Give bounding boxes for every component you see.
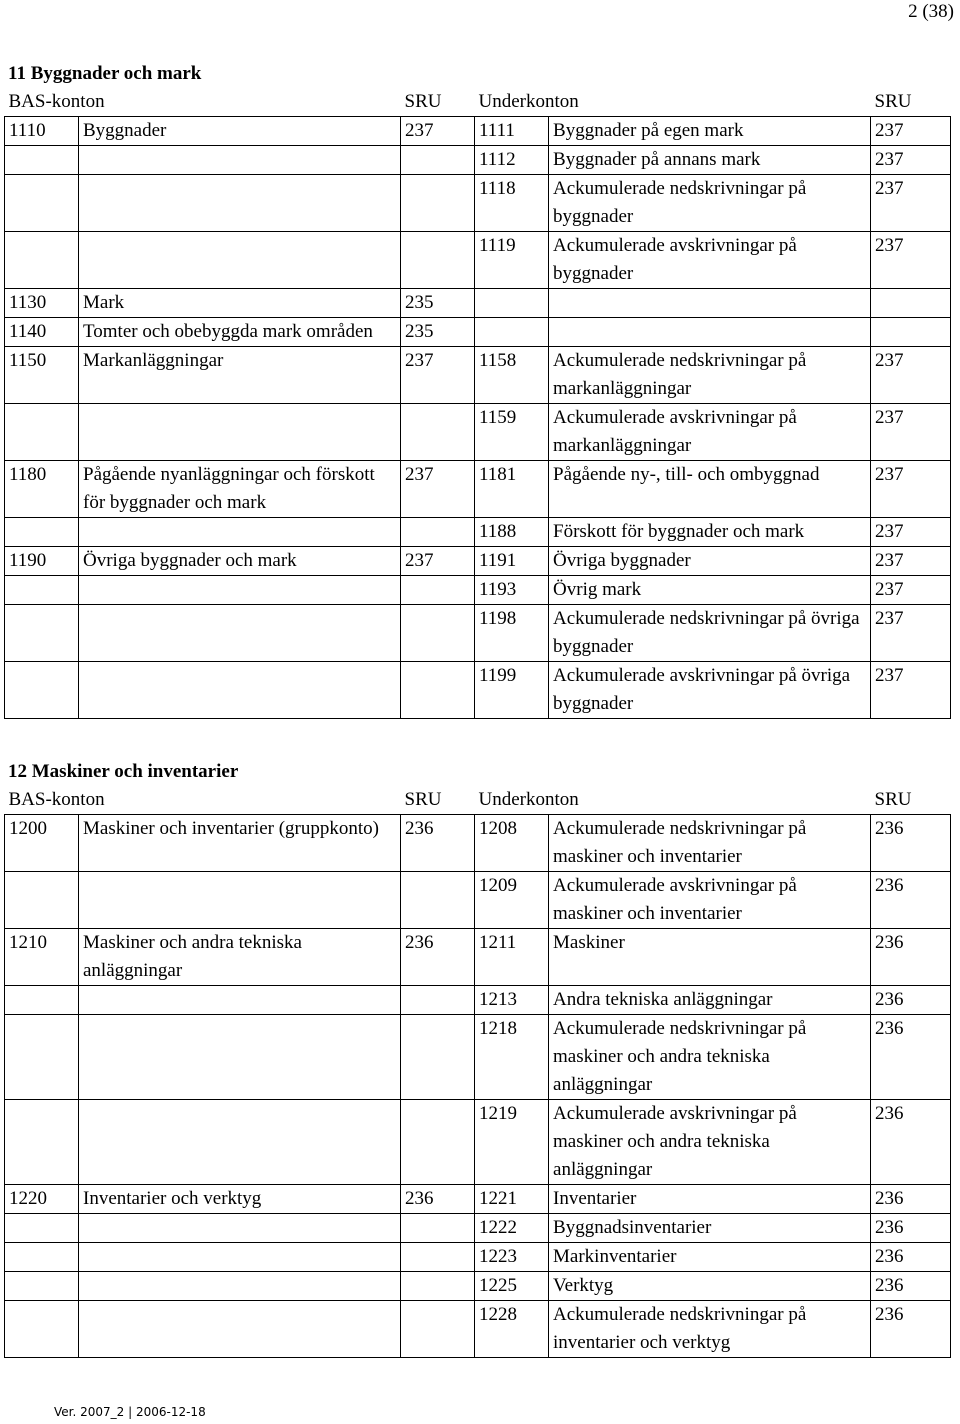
table-header-row [5,786,951,815]
table-row [5,404,951,461]
sru-cell: 235 [401,289,475,318]
sub-sru-cell: 237 [871,175,951,232]
sub-sru-cell: 236 [871,815,951,872]
sub-code-cell: 1188 [475,518,549,547]
bas-name-cell [79,872,401,929]
sru-cell [401,518,475,547]
sub-code-cell: 1199 [475,662,549,719]
bas-name-cell [79,1015,401,1100]
sub-code-cell: 1191 [475,547,549,576]
sub-code-cell: 1209 [475,872,549,929]
sub-code-cell: 1223 [475,1243,549,1272]
bas-code-cell: 1200 [5,815,79,872]
bas-code-cell: 1130 [5,289,79,318]
sub-sru-cell: 237 [871,404,951,461]
bas-code-cell: 1210 [5,929,79,986]
section-title: 11 Byggnader och mark [8,63,202,84]
table-row [5,1185,951,1214]
sru-cell [401,576,475,605]
page-number: 2 (38) [908,1,954,22]
sub-code-cell: 1193 [475,576,549,605]
bas-code-cell [5,175,79,232]
sub-sru-cell: 237 [871,605,951,662]
sub-code-cell [475,289,549,318]
sub-sru-cell: 236 [871,872,951,929]
table-row [5,547,951,576]
sub-name-cell: Andra tekniska anläggningar [549,986,871,1015]
table-body [5,117,951,719]
table-row [5,1214,951,1243]
sub-name-cell: Ackumulerade avskrivningar på maskiner och inventarier [549,872,871,929]
bas-name-cell [79,986,401,1015]
table-row [5,289,951,318]
sub-sru-cell: 236 [871,929,951,986]
sub-code-cell: 1158 [475,347,549,404]
bas-name-cell: Inventarier och verktyg [79,1185,401,1214]
sub-sru-cell: 237 [871,117,951,146]
bas-code-cell [5,404,79,461]
sru-cell [401,986,475,1015]
bas-code-cell [5,1100,79,1185]
bas-name-cell [79,232,401,289]
bas-code-cell [5,1301,79,1358]
sub-name-cell: Markinventarier [549,1243,871,1272]
sru-cell [401,175,475,232]
bas-code-cell [5,1214,79,1243]
sub-name-cell [549,289,871,318]
section-byggnader-och-mark [4,60,950,719]
sub-code-cell: 1198 [475,605,549,662]
table-row [5,1301,951,1358]
sub-code-cell [475,318,549,347]
sub-name-cell: Ackumulerade nedskrivningar på inventarier och verktyg [549,1301,871,1358]
sub-name-cell: Övrig mark [549,576,871,605]
sub-sru-cell: 236 [871,1100,951,1185]
sub-sru-cell: 236 [871,1015,951,1100]
sub-sru-cell: 237 [871,232,951,289]
sub-name-cell: Pågående ny-, till- och ombyggnad [549,461,871,518]
sub-code-cell: 1119 [475,232,549,289]
sub-sru-cell: 236 [871,1272,951,1301]
header-bas-konton: BAS-konton [8,789,105,810]
sru-cell [401,1214,475,1243]
table-row [5,986,951,1015]
sru-cell: 235 [401,318,475,347]
sru-cell [401,404,475,461]
sru-cell: 237 [401,347,475,404]
sub-code-cell: 1181 [475,461,549,518]
sub-name-cell: Inventarier [549,1185,871,1214]
sub-sru-cell: 237 [871,576,951,605]
sru-cell: 237 [401,461,475,518]
sub-sru-cell: 237 [871,518,951,547]
table-row [5,232,951,289]
bas-name-cell: Maskiner och inventarier (gruppkonto) [79,815,401,872]
sub-sru-cell: 237 [871,662,951,719]
bas-name-cell [79,518,401,547]
table-row [5,662,951,719]
bas-name-cell [79,662,401,719]
table-row [5,146,951,175]
sru-cell [401,1015,475,1100]
table-row [5,347,951,404]
bas-code-cell [5,518,79,547]
sub-code-cell: 1221 [475,1185,549,1214]
bas-code-cell: 1190 [5,547,79,576]
bas-code-cell [5,232,79,289]
sub-name-cell: Ackumulerade avskrivningar på övriga byggnader [549,662,871,719]
bas-code-cell [5,872,79,929]
sub-code-cell: 1228 [475,1301,549,1358]
sub-sru-cell [871,318,951,347]
table-body [5,815,951,1358]
sub-name-cell: Ackumulerade nedskrivningar på maskiner och inventarier [549,815,871,872]
bas-name-cell: Maskiner och andra tekniska anläggningar [79,929,401,986]
table-row [5,576,951,605]
header-underkonton: Underkonton [478,91,579,112]
sub-code-cell: 1159 [475,404,549,461]
bas-code-cell [5,1015,79,1100]
sru-cell [401,232,475,289]
sru-cell [401,1272,475,1301]
sru-cell [401,662,475,719]
bas-code-cell [5,662,79,719]
sub-name-cell: Ackumulerade nedskrivningar på markanläggningar [549,347,871,404]
table-row [5,1243,951,1272]
bas-name-cell [79,576,401,605]
bas-name-cell: Byggnader [79,117,401,146]
table-row [5,175,951,232]
sub-name-cell: Verktyg [549,1272,871,1301]
sub-sru-cell: 236 [871,1243,951,1272]
bas-code-cell [5,1243,79,1272]
bas-name-cell: Markanläggningar [79,347,401,404]
sub-sru-cell: 237 [871,547,951,576]
sru-cell: 237 [401,547,475,576]
header-sru: SRU [874,789,912,810]
bas-name-cell: Övriga byggnader och mark [79,547,401,576]
bas-code-cell: 1150 [5,347,79,404]
bas-code-cell: 1140 [5,318,79,347]
header-sru: SRU [404,91,442,112]
bas-name-cell [79,1214,401,1243]
bas-name-cell: Mark [79,289,401,318]
bas-code-cell [5,1272,79,1301]
sub-sru-cell: 237 [871,146,951,175]
sru-cell [401,605,475,662]
sub-name-cell: Ackumulerade avskrivningar på maskiner och andra tekniska anläggningar [549,1100,871,1185]
bas-name-cell [79,1243,401,1272]
bas-code-cell [5,986,79,1015]
section-maskiner-och-inventarier [4,758,950,1358]
table-header-row [5,88,951,117]
sub-sru-cell: 237 [871,461,951,518]
sru-cell: 236 [401,1185,475,1214]
sub-name-cell: Förskott för byggnader och mark [549,518,871,547]
header-sru: SRU [874,91,912,112]
bas-code-cell: 1220 [5,1185,79,1214]
sub-name-cell: Ackumulerade nedskrivningar på maskiner och andra tekniska anläggningar [549,1015,871,1100]
table-row [5,605,951,662]
sub-name-cell: Byggnader på egen mark [549,117,871,146]
table-row [5,1015,951,1100]
header-sru: SRU [404,789,442,810]
sub-code-cell: 1111 [475,117,549,146]
sub-code-cell: 1118 [475,175,549,232]
sru-cell: 236 [401,815,475,872]
sru-cell [401,146,475,175]
sub-sru-cell: 236 [871,1214,951,1243]
bas-name-cell [79,175,401,232]
bas-name-cell: Pågående nyanläggningar och förskott för byggnader och mark [79,461,401,518]
table-row [5,815,951,872]
table-row [5,929,951,986]
sub-code-cell: 1222 [475,1214,549,1243]
bas-code-cell [5,576,79,605]
sub-name-cell [549,318,871,347]
bas-name-cell [79,404,401,461]
table-row [5,1272,951,1301]
sub-sru-cell [871,289,951,318]
sub-name-cell: Ackumulerade avskrivningar på byggnader [549,232,871,289]
sru-cell: 236 [401,929,475,986]
sub-code-cell: 1211 [475,929,549,986]
sub-name-cell: Övriga byggnader [549,547,871,576]
table-row [5,318,951,347]
header-underkonton: Underkonton [478,789,579,810]
table-row [5,117,951,146]
sub-sru-cell: 236 [871,986,951,1015]
account-table [4,786,951,1358]
sub-name-cell: Ackumulerade avskrivningar på markanläggningar [549,404,871,461]
sru-cell [401,1301,475,1358]
account-table [4,88,951,719]
sub-name-cell: Ackumulerade nedskrivningar på övriga byggnader [549,605,871,662]
bas-name-cell [79,146,401,175]
table-row [5,872,951,929]
sru-cell [401,1243,475,1272]
sub-sru-cell: 236 [871,1185,951,1214]
bas-code-cell [5,146,79,175]
sub-code-cell: 1218 [475,1015,549,1100]
sub-code-cell: 1112 [475,146,549,175]
sub-name-cell: Byggnadsinventarier [549,1214,871,1243]
bas-name-cell: Tomter och obebyggda mark områden [79,318,401,347]
bas-name-cell [79,1272,401,1301]
table-row [5,461,951,518]
sub-name-cell: Ackumulerade nedskrivningar på byggnader [549,175,871,232]
sub-code-cell: 1225 [475,1272,549,1301]
bas-code-cell: 1180 [5,461,79,518]
sub-code-cell: 1219 [475,1100,549,1185]
section-title: 12 Maskiner och inventarier [8,761,239,782]
sru-cell [401,1100,475,1185]
bas-name-cell [79,1100,401,1185]
sub-sru-cell: 236 [871,1301,951,1358]
sub-name-cell: Byggnader på annans mark [549,146,871,175]
table-row [5,518,951,547]
sru-cell: 237 [401,117,475,146]
table-row [5,1100,951,1185]
sub-name-cell: Maskiner [549,929,871,986]
sub-code-cell: 1208 [475,815,549,872]
bas-code-cell [5,605,79,662]
sub-sru-cell: 237 [871,347,951,404]
footer-version: Ver. 2007_2 | 2006-12-18 [54,1405,206,1419]
bas-code-cell: 1110 [5,117,79,146]
header-bas-konton: BAS-konton [8,91,105,112]
sru-cell [401,872,475,929]
sub-code-cell: 1213 [475,986,549,1015]
bas-name-cell [79,605,401,662]
bas-name-cell [79,1301,401,1358]
